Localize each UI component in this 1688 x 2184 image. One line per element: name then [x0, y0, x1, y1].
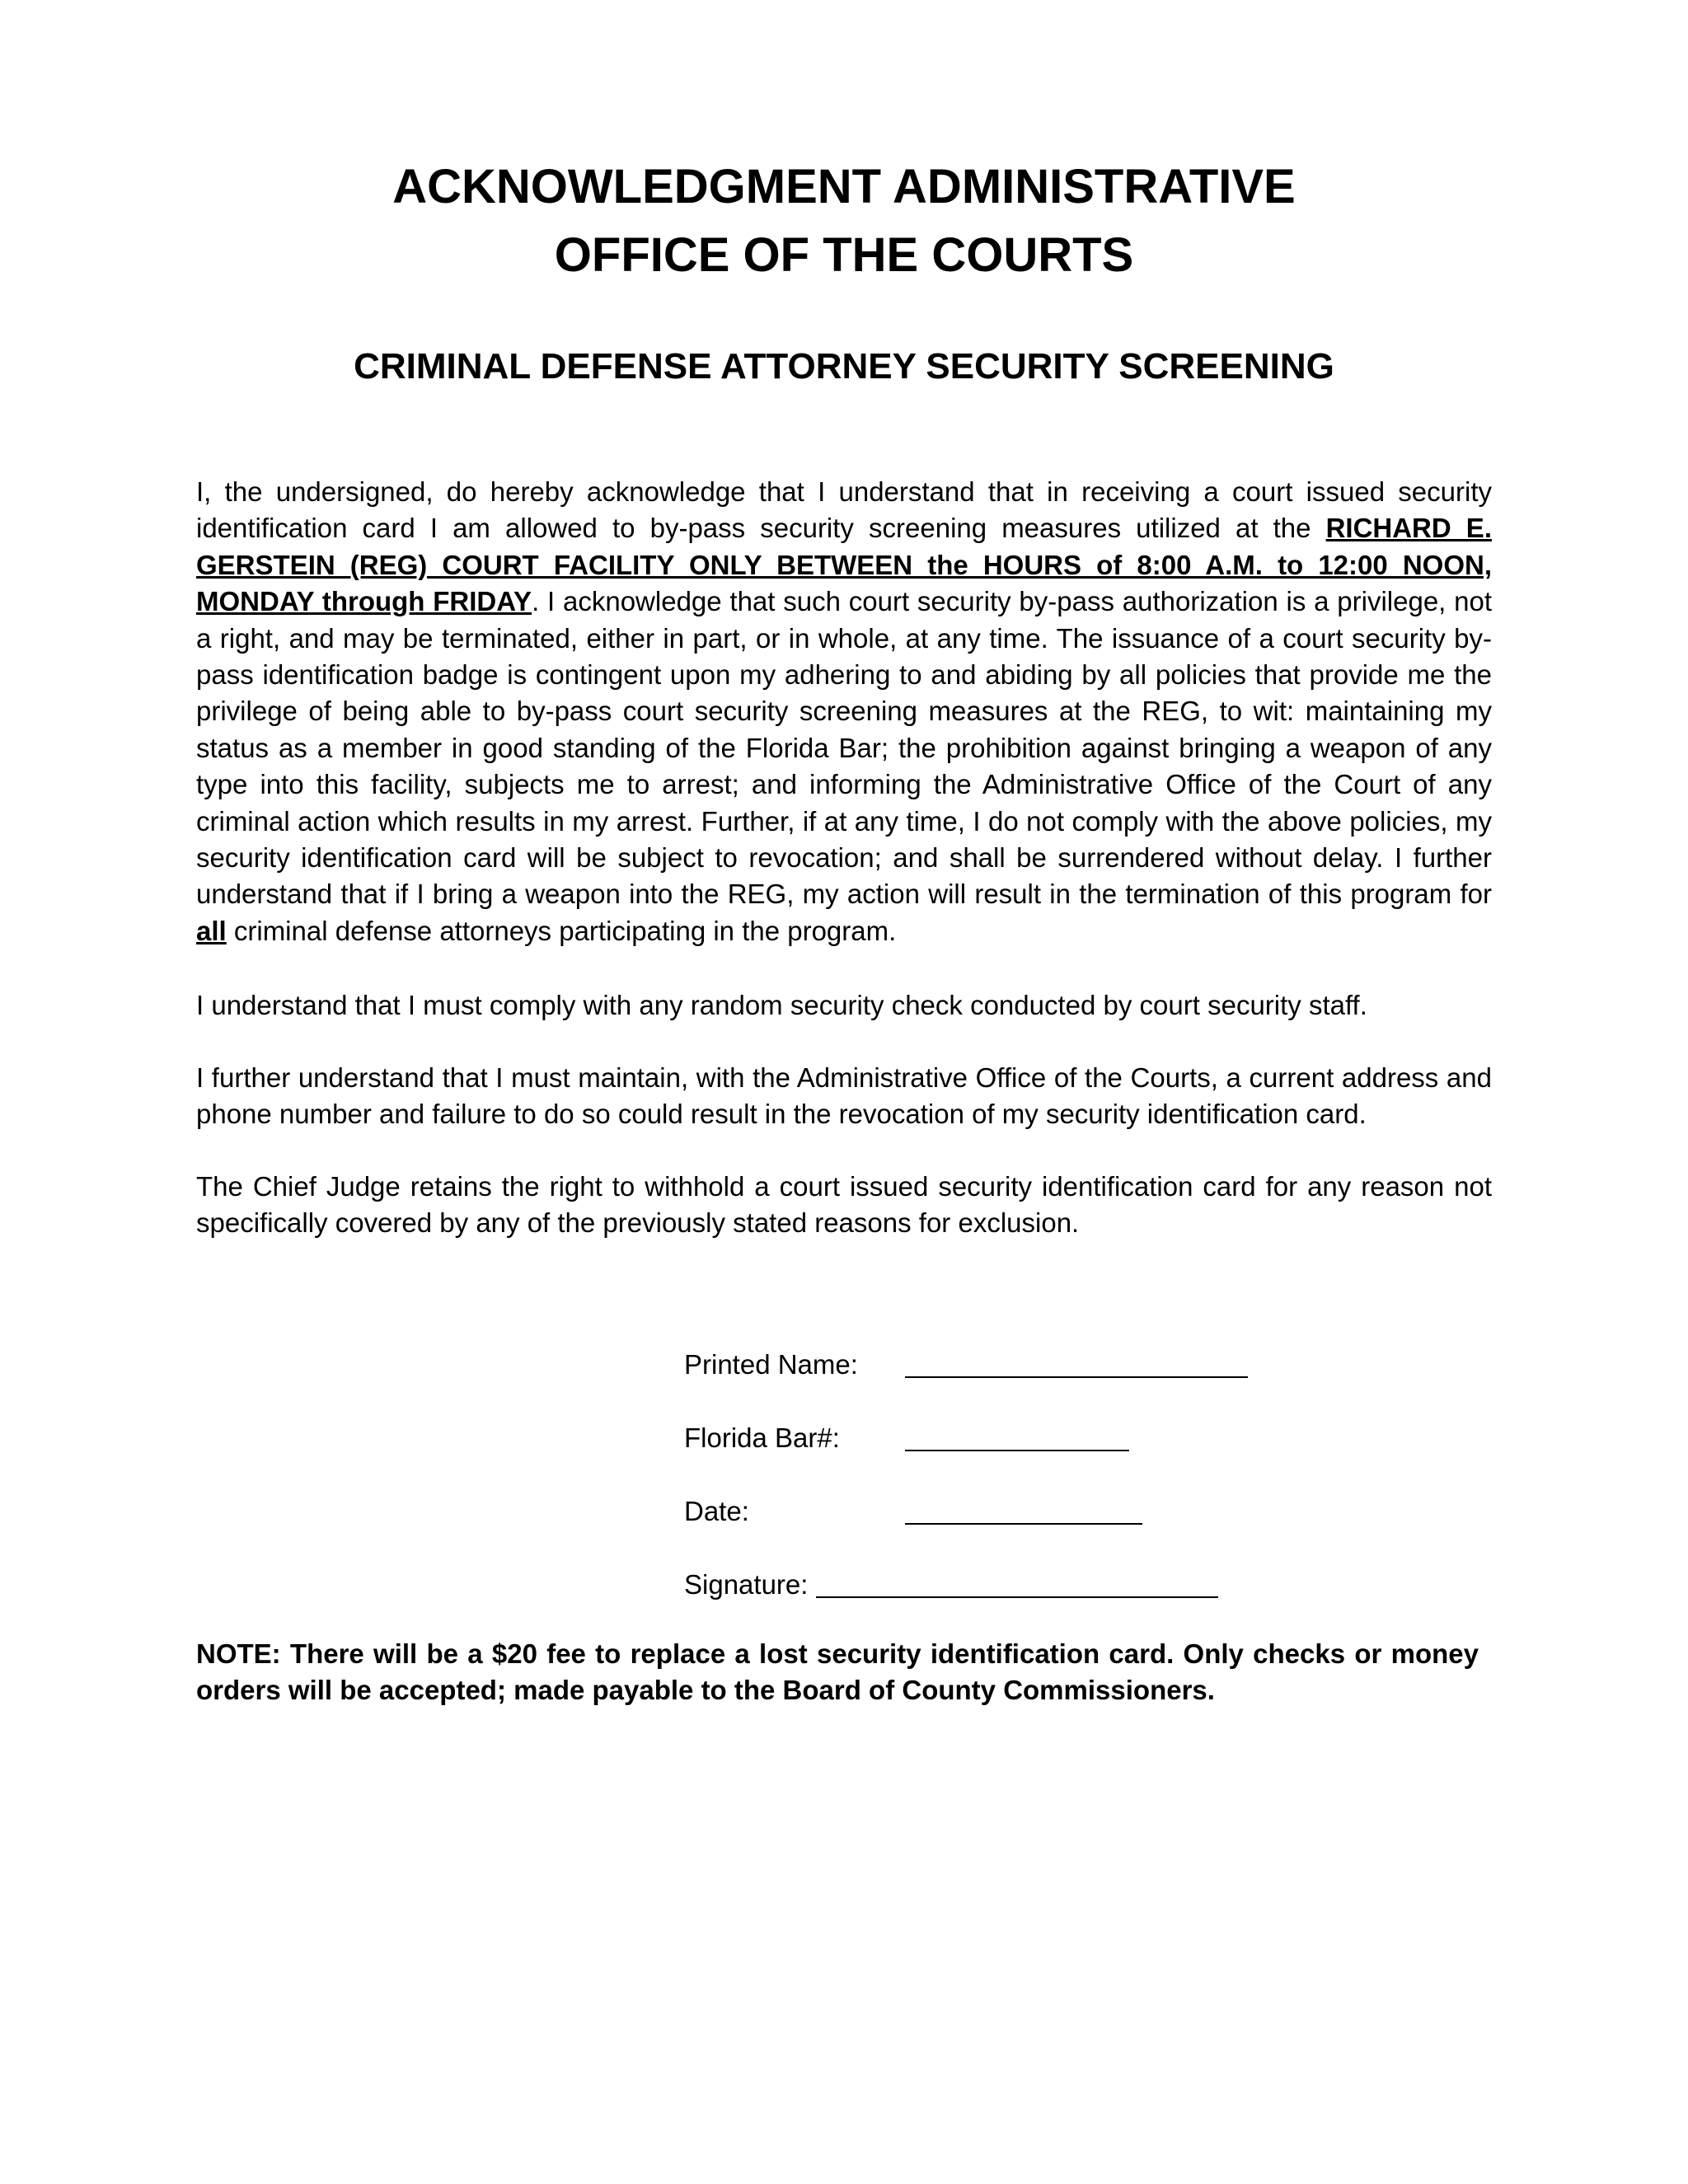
- printed-name-label: Printed Name:: [684, 1349, 858, 1380]
- florida-bar-field[interactable]: [905, 1450, 1129, 1451]
- florida-bar-row: [684, 1420, 1426, 1456]
- florida-bar-label: Florida Bar#:: [684, 1422, 840, 1453]
- facility-hours-emphasis: RICHARD E. GERSTEIN (REG) COURT FACILITY ONLY BETWEEN the HOURS of 8:00 A.M. to 12:00 NOON, MONDAY through FRIDAY: [196, 513, 1492, 617]
- acknowledgment-text-start: I, the undersigned, do hereby acknowledge that I understand that in receiving a court issued security identification card I am allowed to by-pass security screening measures utilized at the: [196, 476, 1492, 544]
- document-title-line-2: OFFICE OF THE COURTS: [554, 228, 1134, 282]
- date-row: [684, 1493, 1426, 1530]
- acknowledgment-paragraph: [196, 474, 1492, 949]
- chief-judge-paragraph: The Chief Judge retains the right to withhold a court issued security identification card for any reason not specifically covered by any of the previously stated reasons for exclusion.: [196, 1171, 1492, 1239]
- date-label: Date:: [684, 1496, 749, 1526]
- signature-form: [684, 1347, 1426, 1640]
- signature-field[interactable]: [816, 1596, 1218, 1598]
- acknowledgment-text-middle: . I acknowledge that such court security by-pass authorization is a privilege, not a right, and may be terminated, either in part, or in whole, at any time. The issuance of a court security by-pass identification badge is contingent upon my adhering to and abiding by all policies that provide me the privilege of being able to by-pass court security screening measures at the REG, to wit: maintaining my status as a member in good standing of the Florida Bar; the prohibition against bringing a weapon of any type into this facility, subjects me to arrest; and informing the Administrative Office of the Court of any criminal action which results in my arrest. Further, if at any time, I do not comply with the above policies, my security identification card will be subject to revocation; and shall be surrendered without delay. I further understand that if I bring a weapon into the REG, my action will result in the termination of this program for: [196, 586, 1493, 910]
- signature-row: [684, 1567, 1426, 1603]
- signature-label: Signature:: [684, 1569, 809, 1600]
- random-check-paragraph: I understand that I must comply with any random security check conducted by court security staff.: [196, 990, 1367, 1020]
- printed-name-row: [684, 1347, 1426, 1383]
- contact-info-paragraph: I further understand that I must maintain, with the Administrative Office of the Courts, a current address and phone number and failure to do so could result in the revocation of my security identification card.: [196, 1062, 1492, 1130]
- document-title-line-1: ACKNOWLEDGMENT ADMINISTRATIVE: [392, 160, 1296, 213]
- date-field[interactable]: [905, 1523, 1142, 1525]
- acknowledgment-text-end: criminal defense attorneys participating in the program.: [226, 915, 897, 946]
- all-emphasis: all: [196, 915, 227, 946]
- printed-name-field[interactable]: [905, 1376, 1248, 1378]
- fee-note: NOTE: There will be a $20 fee to replace a lost security identification card. Only checks or money orders will be accepted; made payable to the Board of County Commissioners.: [196, 1638, 1479, 1706]
- document-subtitle: CRIMINAL DEFENSE ATTORNEY SECURITY SCREENING: [354, 346, 1334, 387]
